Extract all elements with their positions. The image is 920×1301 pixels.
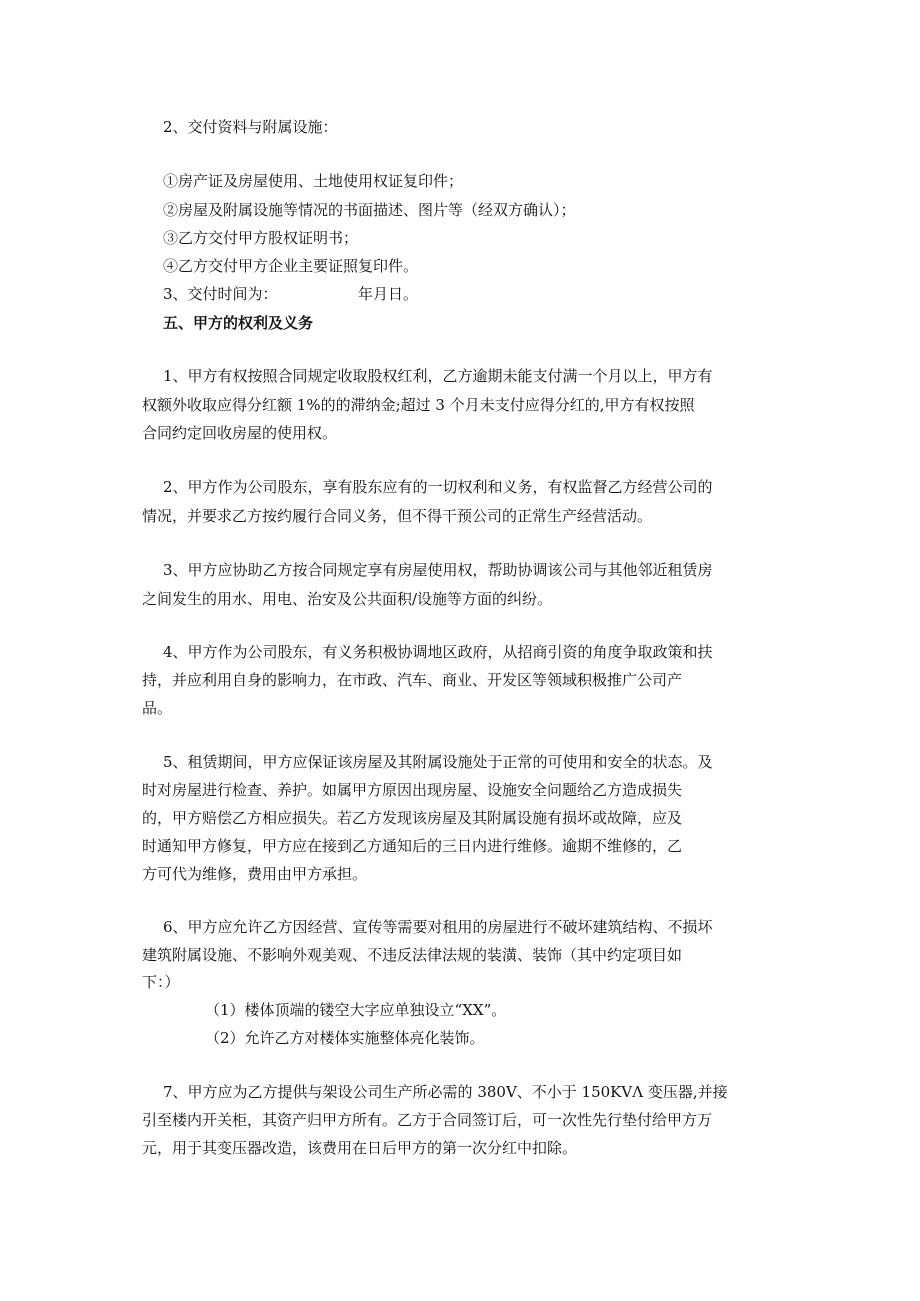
paragraph-line: 下：） xyxy=(142,973,180,991)
paragraph-line: 2、甲方作为公司股东，享有股东应有的一切权利和义务，有权监督乙方经营公司的 xyxy=(163,478,713,496)
paragraph-line: 时通知甲方修复，甲方应在接到乙方通知后的三日内进行维修。逾期不维修的，乙 xyxy=(142,837,683,855)
delivery-time-label: 3、交付时间为： xyxy=(163,285,278,303)
paragraph-line: 品。 xyxy=(142,699,173,717)
delivery-title: 2、交付资料与附属设施： xyxy=(163,118,338,136)
paragraph-line: 之间发生的用水、用电、治安及公共面积/设施等方面的纠纷。 xyxy=(142,590,553,608)
paragraph-line: 3、甲方应协助乙方按合同规定享有房屋使用权，帮助协调该公司与其他邻近租赁房 xyxy=(163,561,713,579)
paragraph-line: 5、租赁期间，甲方应保证该房屋及其附属设施处于正常的可使用和安全的状态。及 xyxy=(163,753,713,771)
delivery-item: ②房屋及附属设施等情况的书面描述、图片等（经双方确认）； xyxy=(163,201,576,219)
paragraph-line: 持，并应利用自身的影响力，在市政、汽车、商业、开发区等领域积极推广公司产 xyxy=(142,671,683,689)
paragraph-line: 权额外收取应得分红额 1%的的滞纳金;超过 3 个月未支付应得分红的,甲方有权按照 xyxy=(142,396,695,414)
paragraph-line: 情况，并要求乙方按约履行合同义务，但不得干预公司的正常生产经营活动。 xyxy=(142,507,653,525)
paragraph-line: 引至楼内开关柜，其资产归甲方所有。乙方于合同签订后，可一次性先行垫付给甲方万 xyxy=(142,1111,713,1129)
delivery-item: ③乙方交付甲方股权证明书； xyxy=(163,229,359,247)
paragraph-line: 合同约定回收房屋的使用权。 xyxy=(142,424,338,442)
list-item: （2）允许乙方对楼体实施整体亮化装饰。 xyxy=(205,1029,485,1047)
paragraph-line: 的，甲方赔偿乙方相应损失。若乙方发现该房屋及其附属设施有损坏或故障，应及 xyxy=(142,809,683,827)
paragraph-line: 4、甲方作为公司股东，有义务积极协调地区政府，从招商引资的角度争取政策和扶 xyxy=(163,643,713,661)
paragraph-line: 建筑附属设施、不影响外观美观、不违反法律法规的装潢、装饰（其中约定项目如 xyxy=(142,946,683,964)
delivery-time-value: 年月日。 xyxy=(358,285,419,303)
delivery-item: ④乙方交付甲方企业主要证照复印件。 xyxy=(163,257,419,275)
paragraph-line: 时对房屋进行检查、养护。如属甲方原因出现房屋、设施安全问题给乙方造成损失 xyxy=(142,781,683,799)
paragraph-line: 元，用于其变压器改造，该费用在日后甲方的第一次分红中扣除。 xyxy=(142,1139,578,1157)
section-heading: 五、甲方的权利及义务 xyxy=(163,314,314,332)
paragraph-line: 6、甲方应允许乙方因经营、宣传等需要对租用的房屋进行不破坏建筑结构、不损坏 xyxy=(163,918,713,936)
paragraph-line: 方可代为维修，费用由甲方承担。 xyxy=(142,865,368,883)
list-item: （1）楼体顶端的镂空大字应单独设立“XX”。 xyxy=(205,1001,507,1019)
paragraph-line: 1、甲方有权按照合同规定收取股权红利，乙方逾期未能支付满一个月以上，甲方有 xyxy=(163,367,713,385)
delivery-item: ①房产证及房屋使用、土地使用权证复印件； xyxy=(163,172,464,190)
paragraph-line: 7、甲方应为乙方提供与架设公司生产所必需的 380V、不小于 150KVΛ 变压器,并接 xyxy=(163,1083,728,1101)
